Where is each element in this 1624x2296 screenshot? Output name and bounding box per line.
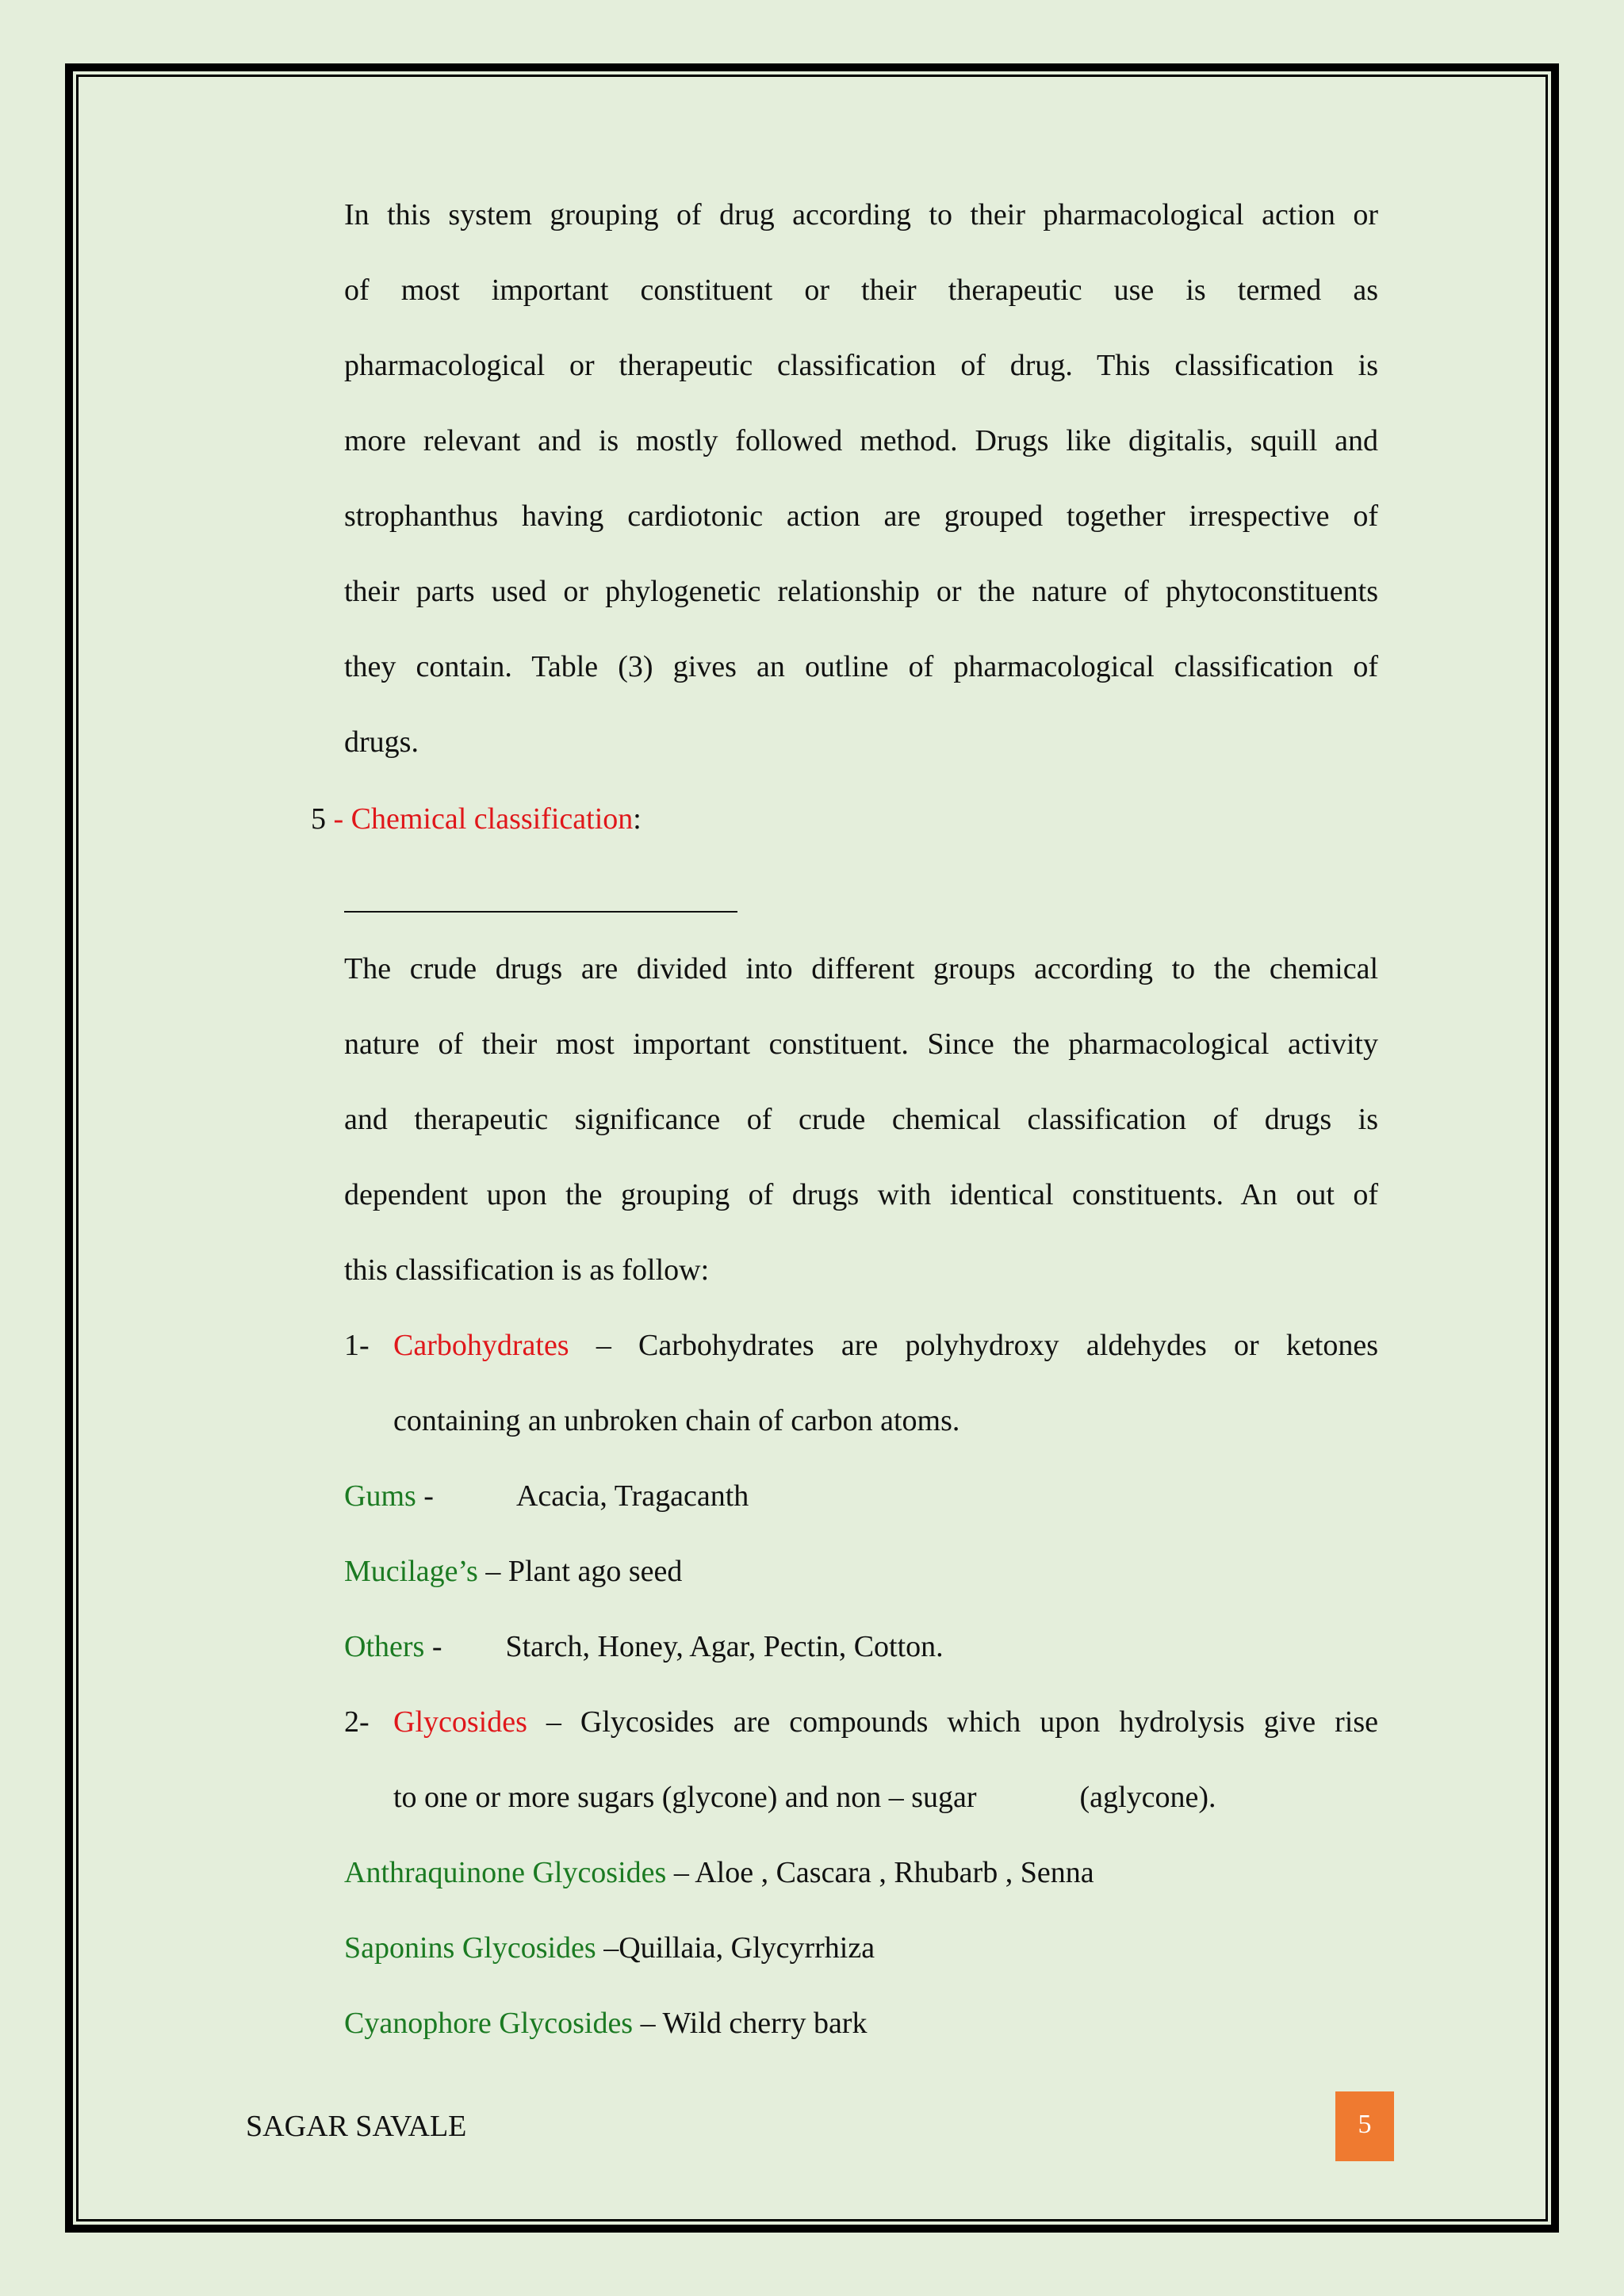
text-line: more relevant and is mostly followed method. Drugs like digitalis, squill and (344, 424, 1378, 457)
example-separator: – (477, 1555, 508, 1588)
heading-dash: - (326, 802, 351, 836)
text-line: pharmacological or therapeutic classification of drug. This classification is (344, 349, 1378, 382)
example-label: Mucilage’s (344, 1555, 478, 1588)
text-line: their parts used or phylogenetic relationship or the nature of phytoconstituents (344, 575, 1378, 608)
example-anthraquinone (344, 1848, 1378, 1923)
text-line: drugs. (344, 725, 419, 759)
example-label: Cyanophore Glycosides (344, 2007, 634, 2040)
list-item-continuation: containing an unbroken chain of carbon atoms. (393, 1404, 960, 1437)
list-text (393, 1697, 1378, 1773)
term-definition: – Glycosides are compounds which upon hydrolysis give rise (527, 1705, 1378, 1739)
heading-underline (344, 911, 737, 913)
example-label: Saponins Glycosides (344, 1931, 596, 1965)
heading-number: 5 (311, 802, 326, 836)
example-label: Others (344, 1630, 425, 1663)
example-separator: – (666, 1856, 695, 1889)
example-value: Starch, Honey, Agar, Pectin, Cotton. (505, 1630, 944, 1663)
list-number: 2- (344, 1705, 370, 1739)
example-value: Quillaia, Glycyrrhiza (619, 1931, 875, 1965)
paragraph-pharmacological (344, 190, 1378, 793)
text-line: they contain. Table (3) gives an outline of pharmacological classification of (344, 650, 1378, 683)
example-mucilages (344, 1547, 1378, 1622)
list-number: 1- (344, 1329, 370, 1362)
example-cyanophore (344, 1999, 1378, 2074)
text-line: nature of their most important constituent. Since the pharmacological activity (344, 1027, 1378, 1061)
example-value: Aloe , Cascara , Rhubarb , Senna (695, 1856, 1094, 1889)
term-glycosides: Glycosides (393, 1705, 527, 1739)
heading-title: Chemical classification (350, 802, 634, 836)
text-line: strophanthus having cardiotonic action are grouped together irrespective of (344, 499, 1378, 533)
section-heading (311, 794, 642, 844)
paragraph-chemical (344, 944, 1378, 2074)
term-definition: – Carbohydrates are polyhydroxy aldehydes or ketones (569, 1329, 1378, 1362)
list-item-carbohydrates (344, 1321, 1378, 1396)
example-saponins (344, 1923, 1378, 1999)
text-line: In this system grouping of drug according to their pharmacological action or (344, 198, 1378, 232)
example-label: Anthraquinone Glycosides (344, 1856, 667, 1889)
example-separator: - (424, 1630, 442, 1663)
example-separator: – (633, 2007, 663, 2040)
list-item-glycosides (344, 1697, 1378, 1773)
example-value: Wild cherry bark (662, 2007, 868, 2040)
example-others (344, 1622, 1378, 1697)
text-line: and therapeutic significance of crude chemical classification of drugs is (344, 1103, 1378, 1136)
text-line: this classification is as follow: (344, 1253, 710, 1287)
example-separator: – (596, 1931, 619, 1965)
example-value: Acacia, Tragacanth (515, 1479, 749, 1513)
text-line: dependent upon the grouping of drugs with identical constituents. An out of (344, 1178, 1378, 1211)
footer-author: SAGAR SAVALE (246, 2110, 467, 2143)
term-carbohydrates: Carbohydrates (393, 1329, 569, 1362)
continuation-text: to one or more sugars (glycone) and non – sugar (393, 1781, 977, 1814)
text-line: of most important constituent or their therapeutic use is termed as (344, 274, 1378, 307)
continuation-text-end: (aglycone). (1079, 1781, 1216, 1814)
text-line: The crude drugs are divided into different groups according to the chemical (344, 952, 1378, 985)
example-separator: - (416, 1479, 434, 1513)
example-label: Gums (344, 1479, 416, 1513)
heading-colon: : (633, 802, 642, 836)
example-gums (344, 1471, 1378, 1547)
list-item-continuation (344, 1773, 1378, 1848)
list-text (393, 1321, 1378, 1396)
example-value: Plant ago seed (508, 1555, 683, 1588)
page-number-badge: 5 (1335, 2091, 1394, 2161)
